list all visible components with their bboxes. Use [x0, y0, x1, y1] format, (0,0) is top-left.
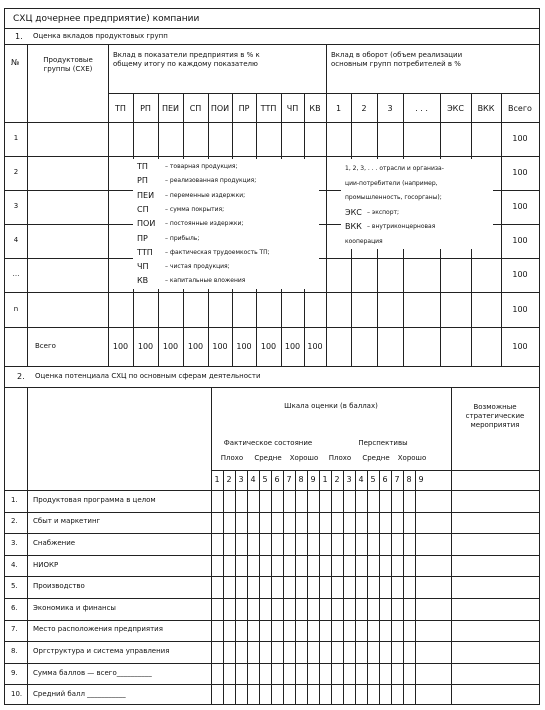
actual-label: Фактическое состояние	[223, 439, 313, 447]
row-rule	[5, 327, 539, 328]
indicator-code: ПОИ	[210, 104, 230, 113]
row-rule	[5, 292, 539, 293]
total-value: 100	[212, 341, 228, 351]
area-row-label: Снабжение	[33, 539, 76, 547]
indicator-code: СП	[189, 104, 202, 113]
total-label: Всего	[35, 341, 56, 350]
scale-number: 1	[214, 475, 220, 484]
area-row-number: 1.	[11, 495, 18, 504]
area-row-label: Место расположения предприятия	[33, 625, 163, 634]
scale-col-rule	[355, 470, 356, 705]
area-row-label: Производство	[33, 582, 85, 591]
turnover-header: Вклад в оборот (объем реализации	[331, 51, 463, 59]
area-row-number: 3.	[11, 539, 18, 547]
row-total-value: 100	[512, 134, 528, 143]
legend-code: ПОИ	[137, 219, 156, 229]
title-rule	[5, 28, 539, 29]
legend-code: РП	[137, 176, 148, 186]
area-row-rule	[5, 684, 539, 685]
scale-number: 8	[298, 475, 304, 484]
consumer-code: 1	[335, 104, 342, 113]
scale-col-rule	[283, 470, 284, 705]
consumer-code: 3	[387, 104, 393, 113]
consumer-code: 2	[361, 104, 367, 113]
area-row-rule	[5, 620, 539, 621]
area-row-label: Сбыт и маркетинг	[33, 517, 101, 526]
total-value: 100	[112, 341, 129, 351]
total-value: 100	[284, 341, 301, 351]
area-row-rule	[5, 555, 539, 556]
area-row-number: 4.	[11, 560, 18, 569]
scale-number: 6	[274, 475, 280, 484]
indicator-code: КВ	[309, 104, 321, 113]
scale-col-rule	[307, 470, 308, 705]
area-row-rule	[5, 576, 539, 577]
grade-label: Средне	[362, 454, 390, 462]
legend-text: – внутриконцерновая	[367, 223, 436, 230]
legend-code: ЭКС	[345, 207, 362, 217]
area-row-rule	[5, 641, 539, 642]
legend-text: – капитальные вложения	[165, 277, 246, 285]
scale-start-rule	[211, 387, 212, 705]
scale-number: 7	[394, 475, 400, 484]
turnover-header: основным групп потребителей в %	[331, 60, 461, 68]
grade-label: Плохо	[220, 454, 244, 462]
scale-number: 5	[262, 475, 268, 484]
scale-number: 1	[322, 475, 328, 484]
indicator-code: РП	[140, 104, 151, 113]
area-row-rule	[5, 533, 539, 534]
legend-text: – фактическая трудоемкость ТП;	[165, 248, 270, 256]
row-number: 3	[13, 202, 19, 210]
scale-col-rule	[391, 470, 392, 705]
legend-text: промышленность, госорганы);	[345, 194, 442, 201]
area-row-number: 10.	[11, 690, 23, 699]
row-number: …	[12, 270, 20, 278]
indicator-code: ЧП	[286, 104, 299, 113]
area-row-number: 2.	[11, 517, 18, 526]
scale-number: 9	[310, 475, 316, 484]
row-total-value: 100	[512, 270, 528, 279]
area-row-label: Оргструктура и система управления	[33, 647, 170, 655]
row-total-value: 100	[512, 202, 528, 211]
legend-code: ПЕИ	[137, 190, 155, 200]
legend-text: – прибыль;	[165, 234, 200, 242]
scale-numbers-bottom-rule	[5, 490, 539, 491]
scale-col-rule	[367, 470, 368, 705]
scale-number: 3	[238, 475, 244, 484]
scale-col-rule	[331, 470, 332, 705]
row-number: 1	[13, 134, 19, 142]
total-value: 100	[187, 341, 204, 351]
scale-number: 2	[226, 475, 232, 484]
scale-end-rule	[451, 387, 452, 705]
consumer-code: Всего	[508, 104, 532, 113]
section1-bottom-rule	[5, 366, 539, 367]
scale-col-rule	[379, 470, 380, 705]
row-number: 2	[13, 168, 19, 176]
scale-col-rule	[247, 470, 248, 705]
consumer-code: ВКК	[477, 104, 495, 113]
total-value: 100	[307, 341, 323, 351]
scale-col-rule	[403, 470, 404, 705]
scale-number: 5	[370, 475, 376, 484]
scale-header: Шкала оценки (в баллах)	[284, 402, 378, 410]
area-row-label: Средний балл ___________	[33, 690, 126, 699]
area-row-number: 5.	[11, 582, 18, 591]
scale-col-rule	[235, 470, 236, 705]
scale-number: 3	[346, 475, 352, 484]
legend-code: СП	[137, 204, 149, 214]
section2-title-rule	[5, 387, 539, 388]
legend-text: кооперация	[345, 237, 383, 245]
scale-col-rule	[343, 470, 344, 705]
row-total-value: 100	[512, 168, 528, 177]
indicator-code: ПЕИ	[161, 104, 180, 113]
indicator-code: ТП	[115, 104, 126, 113]
col-group-header: Продуктовые	[43, 56, 93, 64]
scale-number: 4	[250, 475, 256, 484]
total-value: 100	[260, 341, 277, 351]
indicators-header: Вклад в показатели предприятия в % к	[113, 51, 260, 59]
area-row-label: НИОКР	[33, 560, 59, 569]
page-title: СХЦ дочернее предприятие) компании	[13, 14, 200, 24]
area-row-rule	[5, 663, 539, 664]
grade-label: Хорошо	[289, 454, 319, 462]
area-row-number: 6.	[11, 603, 18, 612]
total-value: 100	[512, 341, 528, 351]
scale-numbers-top-rule	[211, 470, 539, 471]
legend-text: – постоянные издержки;	[165, 220, 244, 228]
document-form	[4, 8, 540, 705]
no-col-rule	[27, 44, 28, 366]
area-row-label: Экономика и финансы	[33, 603, 116, 612]
legend-code: ЧП	[137, 262, 149, 272]
scale-mid-rule	[319, 470, 320, 705]
scale-col-rule	[415, 470, 416, 705]
grade-label: Хорошо	[397, 454, 427, 462]
outlook-label: Перспективы	[358, 439, 408, 447]
actions-header: Возможные	[473, 403, 517, 411]
legend-code: ТП	[137, 162, 148, 171]
total-value: 100	[162, 341, 179, 351]
scale-number: 4	[358, 475, 364, 484]
scale-number: 8	[406, 475, 412, 484]
area-row-number: 9.	[11, 668, 18, 677]
total-value: 100	[137, 341, 154, 351]
row-rule	[5, 156, 539, 157]
legend-text: – чистая продукция;	[165, 263, 230, 271]
legend-code: ТТП	[137, 247, 153, 257]
legend-code: КВ	[137, 276, 149, 286]
section-title: Оценка потенциала СХЦ по основным сферам деятельности	[35, 372, 261, 380]
area-row-label: Сумма баллов — всего__________	[33, 668, 152, 677]
legend-text: – сумма покрытия;	[165, 205, 225, 213]
row-number: n	[13, 304, 19, 313]
area-row-number: 8.	[11, 647, 18, 655]
section-number: 1.	[15, 32, 23, 41]
area-row-label: Продуктовая программа в целом	[33, 495, 156, 504]
legend-right-box	[341, 159, 493, 249]
no-col-rule	[27, 387, 28, 705]
actions-header: мероприятия	[470, 421, 520, 429]
scale-number: 7	[286, 475, 292, 484]
legend-text: – переменные издержки;	[165, 191, 246, 199]
scale-number: 9	[418, 475, 424, 484]
consumer-col-rule	[501, 93, 502, 366]
area-row-rule	[5, 598, 539, 599]
legend-text: – экспорт;	[367, 208, 400, 216]
legend-code: ВКК	[345, 222, 362, 231]
row-total-value: 100	[512, 236, 528, 245]
consumer-code: . . .	[415, 104, 428, 113]
row-number: 4	[13, 236, 19, 244]
area-row-number: 7.	[11, 625, 18, 634]
section-number: 2.	[17, 372, 25, 381]
legend-text: 1, 2, 3, . . . отрасли и организа-	[345, 165, 444, 172]
scale-number: 6	[382, 475, 388, 484]
scale-col-rule	[223, 470, 224, 705]
legend-text: – товарная продукция;	[165, 163, 238, 170]
grade-label: Средне	[254, 454, 282, 462]
grade-label: Плохо	[328, 454, 352, 462]
indicators-header: общему итогу по каждому показателю	[113, 60, 258, 68]
actions-header: стратегические	[465, 412, 525, 420]
row-rule	[5, 122, 539, 123]
scale-col-rule	[271, 470, 272, 705]
indicator-code: ТТП	[260, 104, 277, 113]
section-title: Оценка вкладов продуктовых групп	[33, 32, 168, 40]
area-row-rule	[5, 512, 539, 513]
section1-rule	[5, 44, 539, 45]
scale-col-rule	[295, 470, 296, 705]
col-no-header: №	[11, 58, 20, 67]
indicator-code: ПР	[238, 104, 250, 113]
total-value: 100	[236, 341, 252, 351]
scale-number: 2	[334, 475, 340, 484]
legend-code: ПР	[137, 233, 148, 243]
consumer-code: ЭКС	[447, 104, 464, 113]
scale-col-rule	[259, 470, 260, 705]
legend-text: ции-потребители (например,	[345, 179, 438, 187]
legend-text: – реализованная продукция;	[165, 177, 257, 185]
col-group-header: группы (СХЕ)	[43, 65, 93, 73]
codes-top-rule	[108, 93, 539, 94]
row-total-value: 100	[512, 304, 528, 314]
